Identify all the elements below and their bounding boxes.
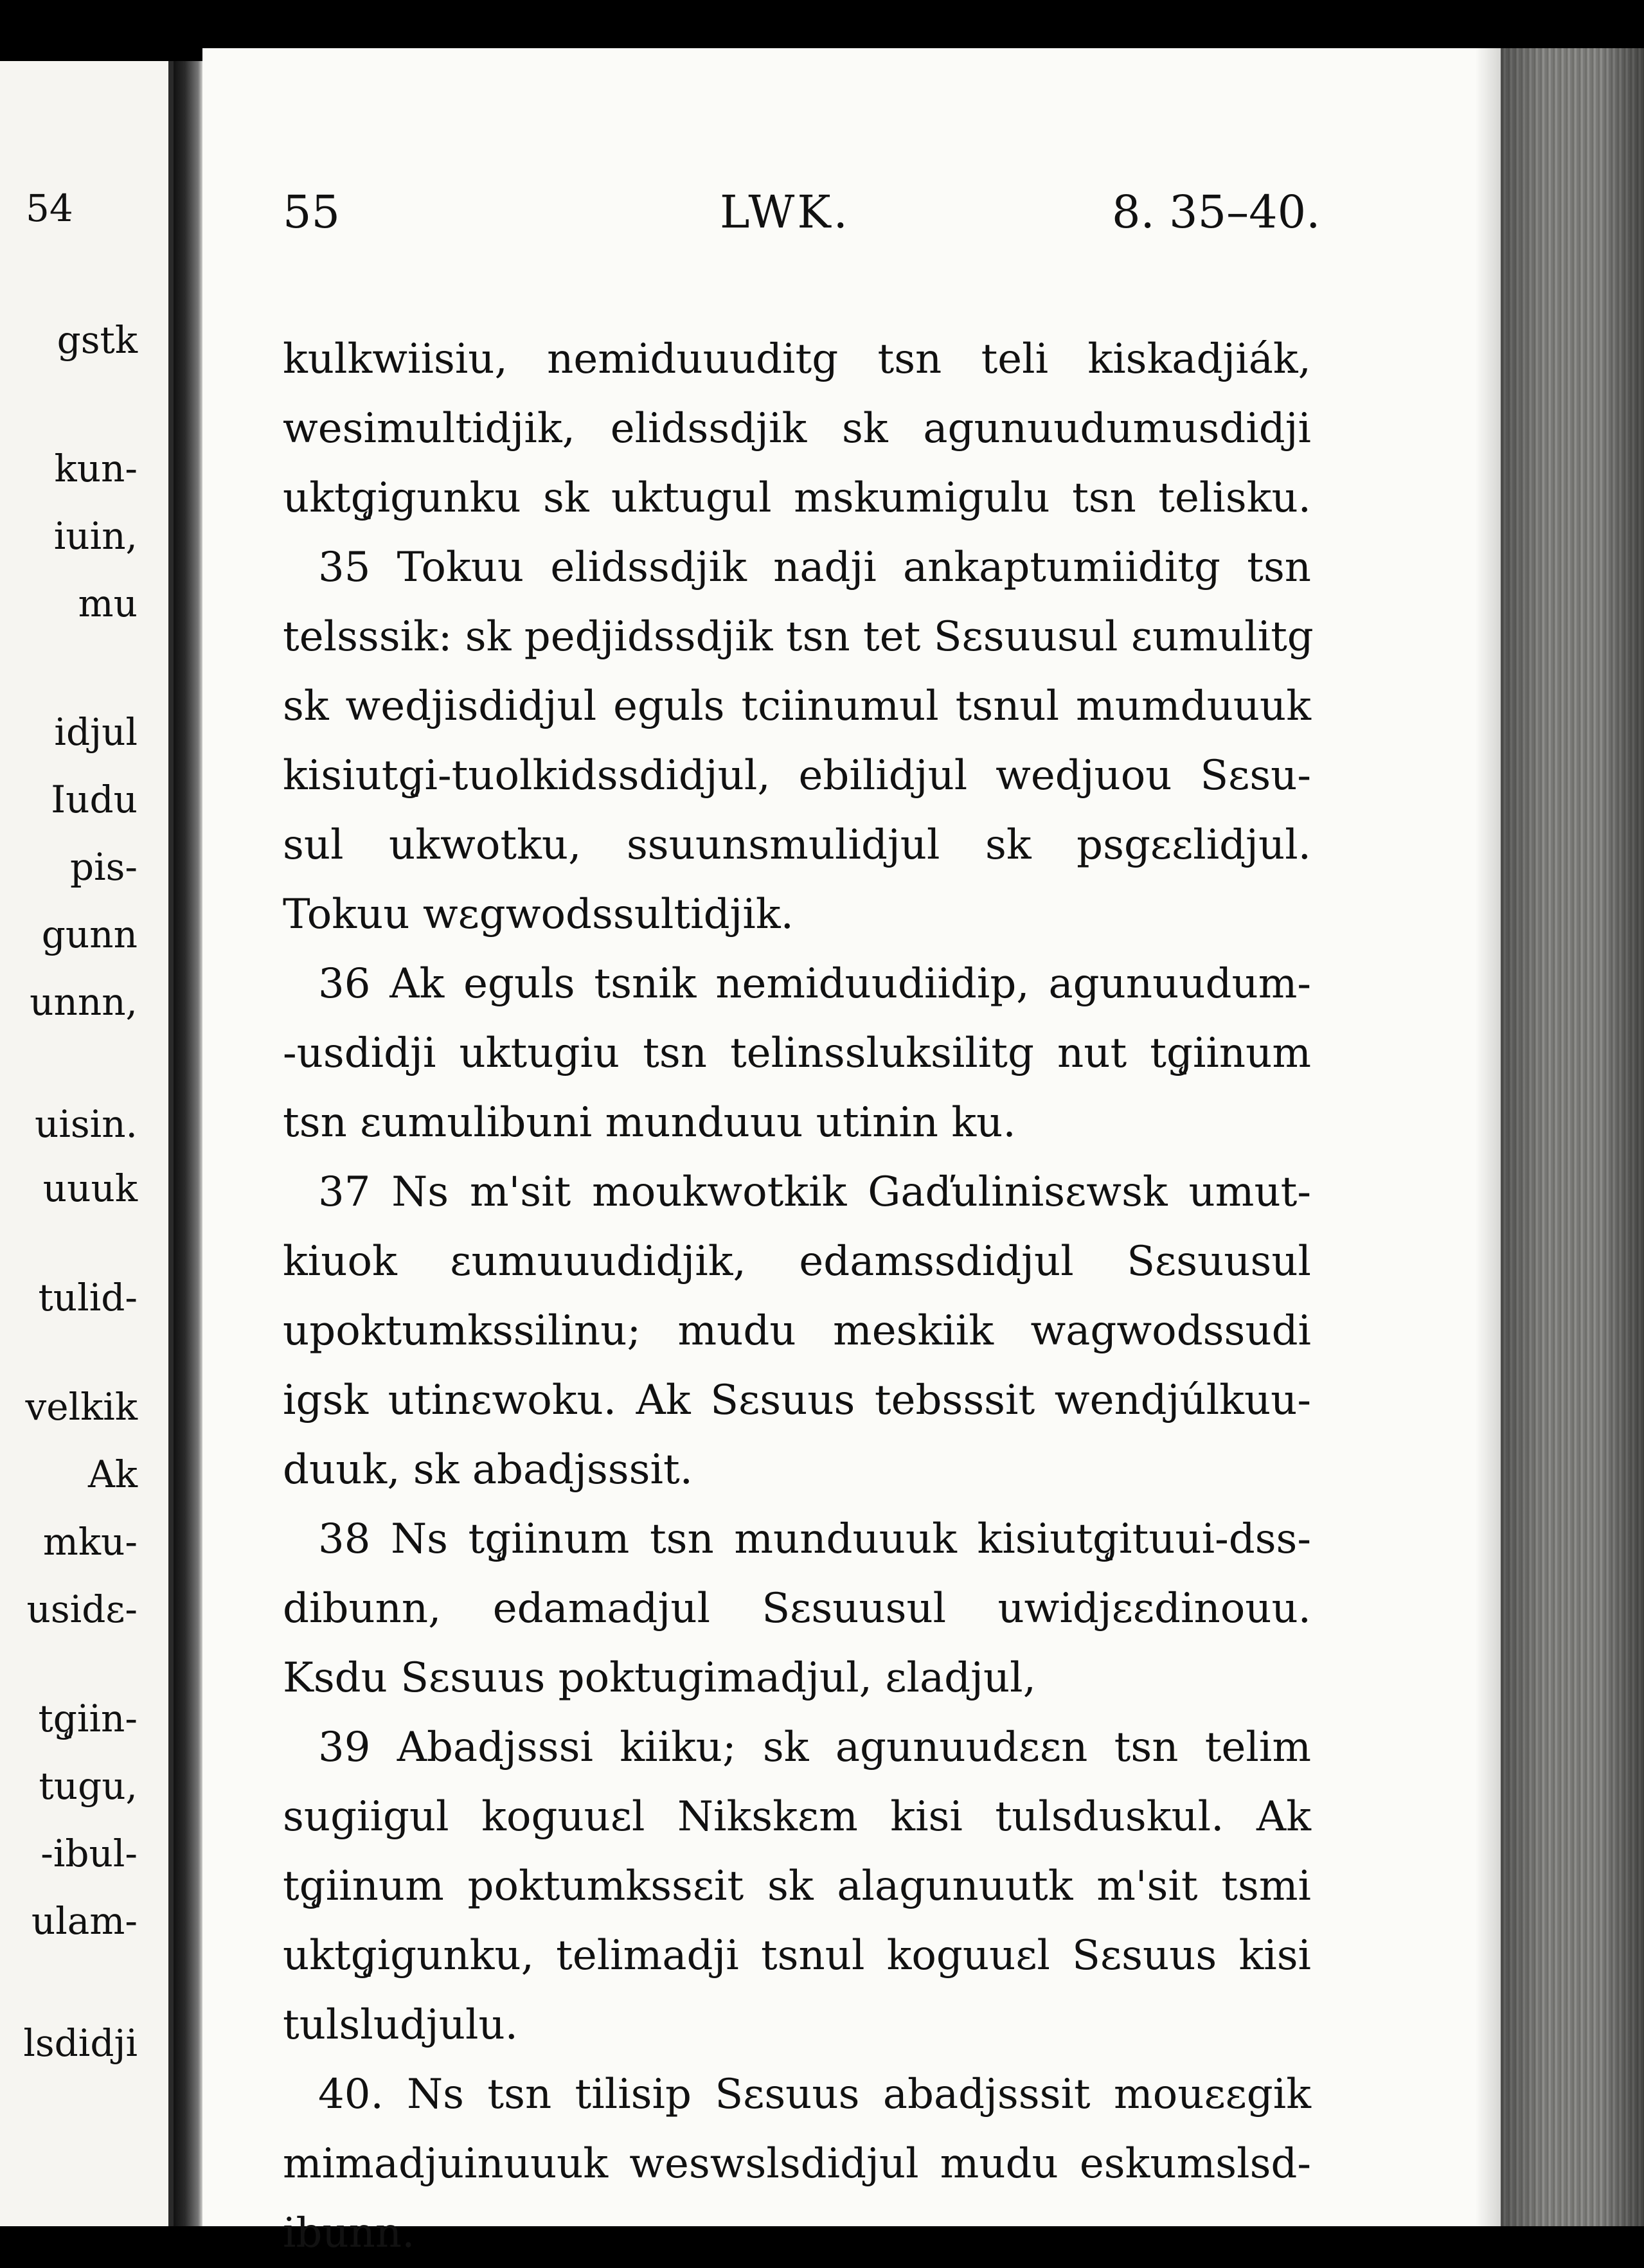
text-line: sugiigul koguuεl Nikskεm kisi tulsduskul. Ak <box>283 1793 1311 1841</box>
left-fragment: Iudu <box>51 778 138 821</box>
text-line: uktg̨igunku, telimadji tsnul koguuεl Sεsuus kisi <box>283 1932 1311 1979</box>
verse-40-start: 40. Ns tsn tilisip Sεsuus abadjsssit mouεεgik <box>318 2071 1311 2118</box>
left-fragment: gunn <box>41 913 138 956</box>
right-page <box>202 48 1501 2257</box>
left-fragment: uisin. <box>34 1102 138 1146</box>
page-edge-shadow <box>1475 48 1501 2226</box>
book-gutter <box>174 61 202 2226</box>
page-block-edge <box>1501 48 1644 2226</box>
text-line: dibunn, edamadjul Sεsuusul uwidjεεdinouu. <box>283 1585 1311 1632</box>
left-fragment: tulid- <box>38 1276 138 1319</box>
text-line: mimadjuinuuuk weswslsdidjul mudu eskumslsd- <box>283 2140 1311 2188</box>
text-line: sk wedjisdidjul eguls tciinumul tsnul mumduuuk <box>283 683 1311 730</box>
left-fragment: tg̨iin- <box>38 1697 138 1740</box>
text-line: kulkwiisiu, nemiduuuditg tsn teli kiskadjiák, <box>283 335 1311 383</box>
left-fragment: mku- <box>42 1520 138 1564</box>
left-page-fragment <box>0 61 174 2226</box>
left-fragment: unnn, <box>30 980 138 1024</box>
left-fragment: iuin, <box>53 514 138 558</box>
left-fragment: ulam- <box>31 1899 138 1943</box>
text-line: -usdidji uktugiu tsn telinssluksilitg nut tg̨iinum <box>283 1030 1311 1077</box>
text-line: tsn εumulibuni munduuu utinin ku. <box>283 1099 1016 1147</box>
left-fragment: -ibul- <box>40 1832 138 1875</box>
left-fragment: Ak <box>87 1452 138 1496</box>
left-fragment: gstk <box>57 318 138 362</box>
text-line: wesimultidjik, elidssdjik sk agunuudumusdidji <box>283 405 1311 452</box>
text-line: kisiutg̨i-tuolkidssdidjul, ebilidjul wedjuou Sεsu- <box>283 752 1311 799</box>
text-line: telsssik: sk pedjidssdjik tsn tet Sεsuusul εumulitg <box>283 613 1314 661</box>
verse-38-start: 38 Ns tg̨iinum tsn munduuuk kisiutg̨ituui-dss- <box>318 1515 1311 1563</box>
left-fragment: tugu, <box>39 1764 138 1808</box>
text-line: kiuok εumuuudidjik, edamssdidjul Sεsuusul <box>283 1238 1311 1285</box>
left-fragment: mu <box>78 582 138 625</box>
left-fragment: velkik <box>25 1385 138 1429</box>
text-line: Tokuu wεgwodssultidjik. <box>283 891 794 938</box>
text-line: ibunn. <box>283 2210 415 2257</box>
verse-36-start: 36 Ak eguls tsnik nemiduudiidip, agunuudum- <box>318 960 1311 1008</box>
left-fragment: pis- <box>69 845 138 889</box>
left-fragment: usidε- <box>26 1587 138 1631</box>
verse-37-start: 37 Ns m'sit moukwotkik Gaďulinisεwsk umut- <box>318 1168 1311 1216</box>
left-fragment: kun- <box>54 447 138 490</box>
page-number: 55 <box>283 186 341 238</box>
text-line: igsk utinεwoku. Ak Sεsuus tebsssit wendjúlkuu- <box>283 1377 1311 1424</box>
text-line: Ksdu Sεsuus poktugimadjul, εladjul, <box>283 1654 1036 1702</box>
left-fragment: idjul <box>54 710 138 754</box>
text-line: tg̨iinum poktumkssεit sk alagunuutk m'sit tsmi <box>283 1862 1311 1910</box>
text-line: uktg̨igunku sk uktugul mskumigulu tsn telisku. <box>283 474 1311 522</box>
left-fragment: uuuk <box>42 1166 138 1210</box>
chapter-verse-reference: 8. 35–40. <box>1112 186 1321 238</box>
running-title: LWK. <box>720 186 850 238</box>
text-line: sul ukwotku, ssuunsmulidjul sk psgεεlidjul. <box>283 821 1311 869</box>
text-line: upoktumkssilinu; mudu meskiik wagwodssudi <box>283 1307 1311 1355</box>
page-text <box>283 325 1314 2268</box>
text-line: tulsludjulu. <box>283 2001 518 2049</box>
verse-39-start: 39 Abadjsssi kiiku; sk agunuudεεn tsn telim <box>318 1724 1311 1771</box>
left-fragment: lsdidji <box>23 2021 138 2065</box>
left-page-number: 54 <box>26 186 73 230</box>
verse-35-start: 35 Tokuu elidssdjik nadji ankaptumiiditg tsn <box>318 544 1311 591</box>
text-line: duuk, sk abadjsssit. <box>283 1446 693 1494</box>
